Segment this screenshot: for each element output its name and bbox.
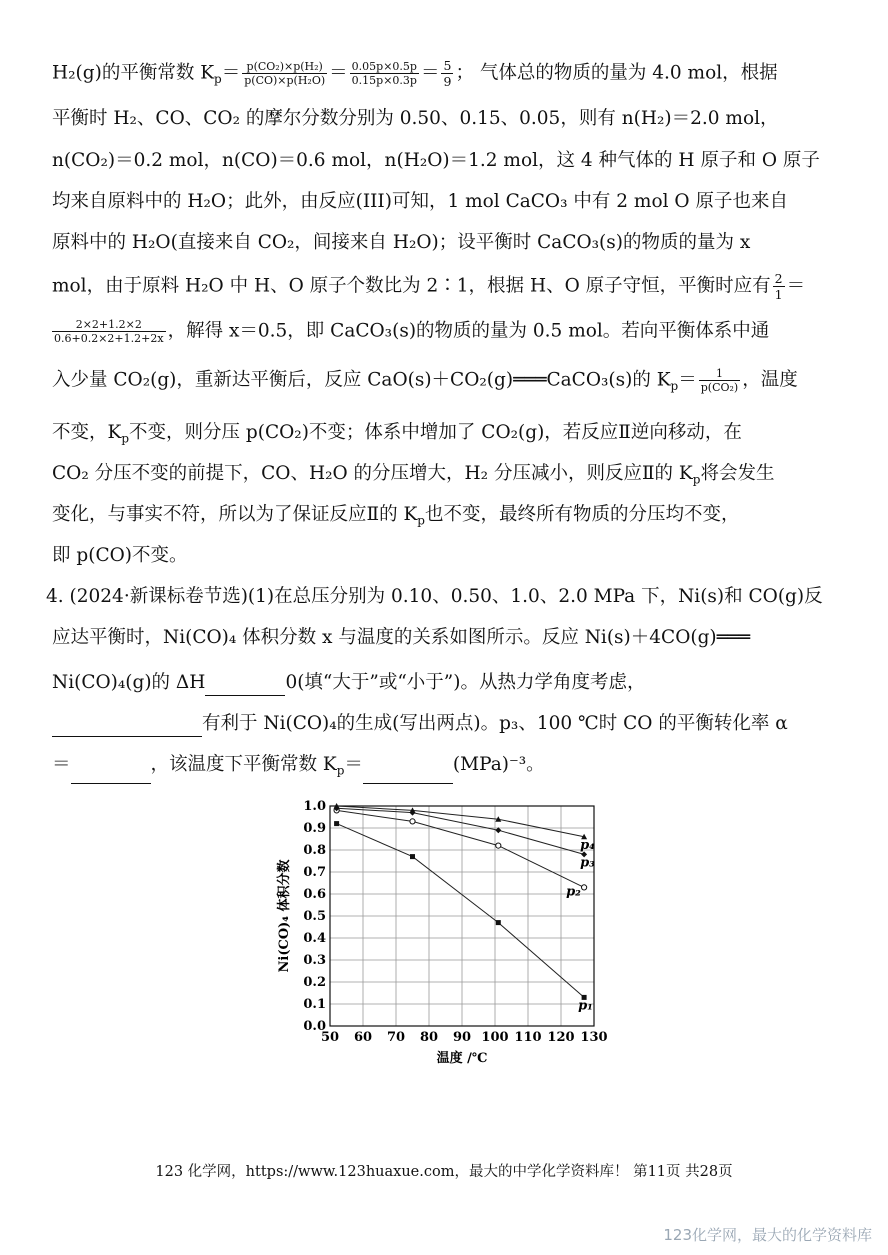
x-tick-label: 90 bbox=[452, 1030, 472, 1045]
y-tick-label: 0.0 bbox=[303, 1019, 326, 1034]
series-label: p₄ bbox=[580, 837, 595, 853]
x-axis-label: 温度 /℃ bbox=[436, 1051, 488, 1066]
text-line-8-tail: ，温度 bbox=[742, 369, 798, 391]
page-footer: 123 化学网，https://www.123huaxue.com，最大的中学化学资料库！ 第11页 共28页 bbox=[155, 1164, 733, 1180]
equals-sign: ＝ bbox=[678, 369, 697, 391]
fraction-atom-balance: $\frac{2\times 2+1.2\times 2}{0.6+0.2\times 2+1.2+2x}$ bbox=[54, 318, 164, 345]
fraction-two-over-one: $\frac{2}{1}$ bbox=[774, 271, 783, 302]
equals-sign: ＝ bbox=[786, 275, 806, 297]
question-4-line-3-tail: 0(填“大于”或“小于”)。从热力学角度考虑， bbox=[285, 672, 646, 693]
answer-blank-conversion[interactable] bbox=[71, 763, 151, 784]
x-tick-label: 100 bbox=[481, 1030, 509, 1045]
fraction-kp-expression: $\frac{\text{p(CO₂)×p(H₂)}}{\text{p(CO)×p(H₂O)}}$ bbox=[244, 60, 326, 87]
question-4-line-5 bbox=[52, 752, 545, 784]
data-point bbox=[496, 843, 501, 848]
fraction-kp-values: $\frac{0.05p\times 0.5p}{0.15p\times 0.3p}$ bbox=[351, 60, 417, 87]
text-line-6-body: mol，由于原料 H₂O 中 H、O 原子个数比为 2∶1，根据 H、O 原子守恒，平衡时应有 bbox=[52, 275, 771, 297]
semicolon: ； bbox=[455, 62, 474, 84]
fraction-five-ninths: $\frac{5}{9}$ bbox=[443, 58, 452, 89]
x-tick-label: 50 bbox=[320, 1030, 340, 1045]
data-point bbox=[496, 920, 501, 925]
x-tick-label: 70 bbox=[386, 1030, 406, 1045]
y-tick-label: 0.9 bbox=[303, 821, 326, 836]
question-4-kp-label: ，该温度下平衡常数 K bbox=[150, 754, 337, 775]
x-tick-label: 130 bbox=[580, 1030, 608, 1045]
x-tick-label: 60 bbox=[353, 1030, 373, 1045]
question-4-line-4-body: 有利于 Ni(CO)₄的生成(写出两点)。p₃、100 ℃时 CO 的平衡转化率 α bbox=[202, 713, 788, 734]
text-line-1-tail: 气体总的物质的量为 4.0 mol，根据 bbox=[479, 62, 778, 84]
question-4-delta-h: Ni(CO)₄(g)的 ΔH bbox=[52, 672, 206, 693]
text-line-7 bbox=[52, 318, 769, 345]
chart-axes bbox=[276, 799, 608, 1066]
text-line-4: 均来自原料中的 H₂O；此外，由反应(III)可知，1 mol CaCO₃ 中有 2 mol O 原子也来自 bbox=[52, 191, 788, 212]
data-point bbox=[582, 885, 587, 890]
kp-sub: p bbox=[336, 763, 345, 778]
y-tick-label: 1.0 bbox=[303, 799, 326, 814]
data-point bbox=[334, 821, 339, 826]
answer-blank-conditions[interactable] bbox=[52, 716, 202, 737]
y-tick-label: 0.8 bbox=[303, 843, 326, 858]
text-line-11-body: 变化，与事实不符，所以为了保证反应Ⅱ的 K bbox=[52, 504, 418, 525]
equals-sign: ＝ bbox=[344, 754, 363, 775]
y-tick-label: 0.6 bbox=[303, 887, 326, 902]
y-tick-label: 0.1 bbox=[303, 997, 326, 1012]
question-4-line-1: 4. (2024·新课标卷节选)(1)在总压分别为 0.10、0.50、1.0、2.0 MPa 下，Ni(s)和 CO(g)反 bbox=[46, 586, 823, 607]
x-tick-label: 110 bbox=[514, 1030, 542, 1045]
y-tick-label: 0.4 bbox=[303, 931, 326, 946]
kp-sub: p bbox=[670, 379, 679, 394]
text-line-9-head: 不变，K bbox=[52, 422, 122, 443]
fraction-one-over-pco2: $\frac{1}{\text{p(CO₂)}}$ bbox=[700, 367, 739, 394]
equals-sign: ＝ bbox=[52, 754, 71, 775]
text-line-10-tail: 将会发生 bbox=[700, 463, 775, 484]
x-tick-label: 80 bbox=[419, 1030, 439, 1045]
question-4-line-4 bbox=[52, 711, 788, 737]
text-line-2: 平衡时 H₂、CO、CO₂ 的摩尔分数分别为 0.50、0.15、0.05，则有 n(H₂)＝2.0 mol， bbox=[52, 108, 779, 129]
text-line-8 bbox=[52, 367, 798, 399]
text-line-11-tail: 也不变，最终所有物质的分压均不变， bbox=[424, 504, 740, 525]
text-line-8-body: 入少量 CO₂(g)，重新达平衡后，反应 CaO(s)＋CO₂(g)═══CaCO₃(s)的 K bbox=[52, 369, 671, 391]
equals-sign: ＝ bbox=[221, 62, 241, 84]
text-line-9-body: 不变，则分压 p(CO₂)不变；体系中增加了 CO₂(g)，若反应Ⅱ逆向移动，在 bbox=[129, 422, 742, 443]
text-line-10 bbox=[52, 461, 774, 493]
y-tick-label: 0.3 bbox=[303, 953, 326, 968]
ni-co4-chart bbox=[270, 792, 620, 1067]
text-line-12: 即 p(CO)不变。 bbox=[52, 545, 188, 566]
kp-sub: p bbox=[417, 513, 425, 528]
chart-grid bbox=[330, 806, 594, 1026]
text-line-11 bbox=[52, 502, 739, 534]
text-line-7-body: ，解得 x＝0.5，即 CaCO₃(s)的物质的量为 0.5 mol。若向平衡体系中通 bbox=[167, 320, 770, 342]
answer-blank-delta-h[interactable] bbox=[205, 675, 285, 696]
series-label: p₂ bbox=[566, 884, 581, 900]
y-axis-label: Ni(CO)₄ 体积分数 bbox=[277, 859, 292, 973]
text-line-1 bbox=[52, 58, 778, 92]
kp-label: H₂(g)的平衡常数 K bbox=[52, 62, 215, 84]
question-4-line-2: 应达平衡时，Ni(CO)₄ 体积分数 x 与温度的关系如图所示。反应 Ni(s)＋4CO(g)═══ bbox=[52, 627, 751, 648]
data-point bbox=[410, 819, 415, 824]
kp-sub: p bbox=[214, 72, 222, 87]
equals-sign: ＝ bbox=[329, 62, 348, 84]
equals-sign: ＝ bbox=[420, 62, 440, 84]
text-line-3: n(CO₂)＝0.2 mol，n(CO)＝0.6 mol，n(H₂O)＝1.2 mol，这 4 种气体的 H 原子和 O 原子 bbox=[52, 150, 820, 171]
text-line-9 bbox=[52, 420, 742, 452]
kp-sub: p bbox=[692, 472, 701, 487]
series-label: p₃ bbox=[580, 855, 595, 871]
y-tick-label: 0.7 bbox=[303, 865, 326, 880]
x-tick-label: 120 bbox=[547, 1030, 575, 1045]
y-tick-label: 0.5 bbox=[303, 909, 326, 924]
answer-blank-kp[interactable] bbox=[363, 763, 453, 784]
data-point bbox=[410, 854, 415, 859]
question-4-kp-unit: (MPa)⁻³。 bbox=[452, 754, 545, 775]
kp-sub: p bbox=[121, 431, 130, 446]
text-line-6 bbox=[52, 271, 805, 302]
text-line-10-body: CO₂ 分压不变的前提下，CO、H₂O 的分压增大，H₂ 分压减小，则反应Ⅱ的 K bbox=[52, 463, 693, 484]
series-label: p₁ bbox=[578, 998, 593, 1014]
text-line-5: 原料中的 H₂O(直接来自 CO₂，间接来自 H₂O)；设平衡时 CaCO₃(s)的物质的量为 x bbox=[52, 232, 751, 253]
y-tick-label: 0.2 bbox=[303, 975, 326, 990]
watermark: 123化学网，最大的化学资料库 bbox=[663, 1226, 872, 1244]
question-4-line-3 bbox=[52, 670, 645, 696]
